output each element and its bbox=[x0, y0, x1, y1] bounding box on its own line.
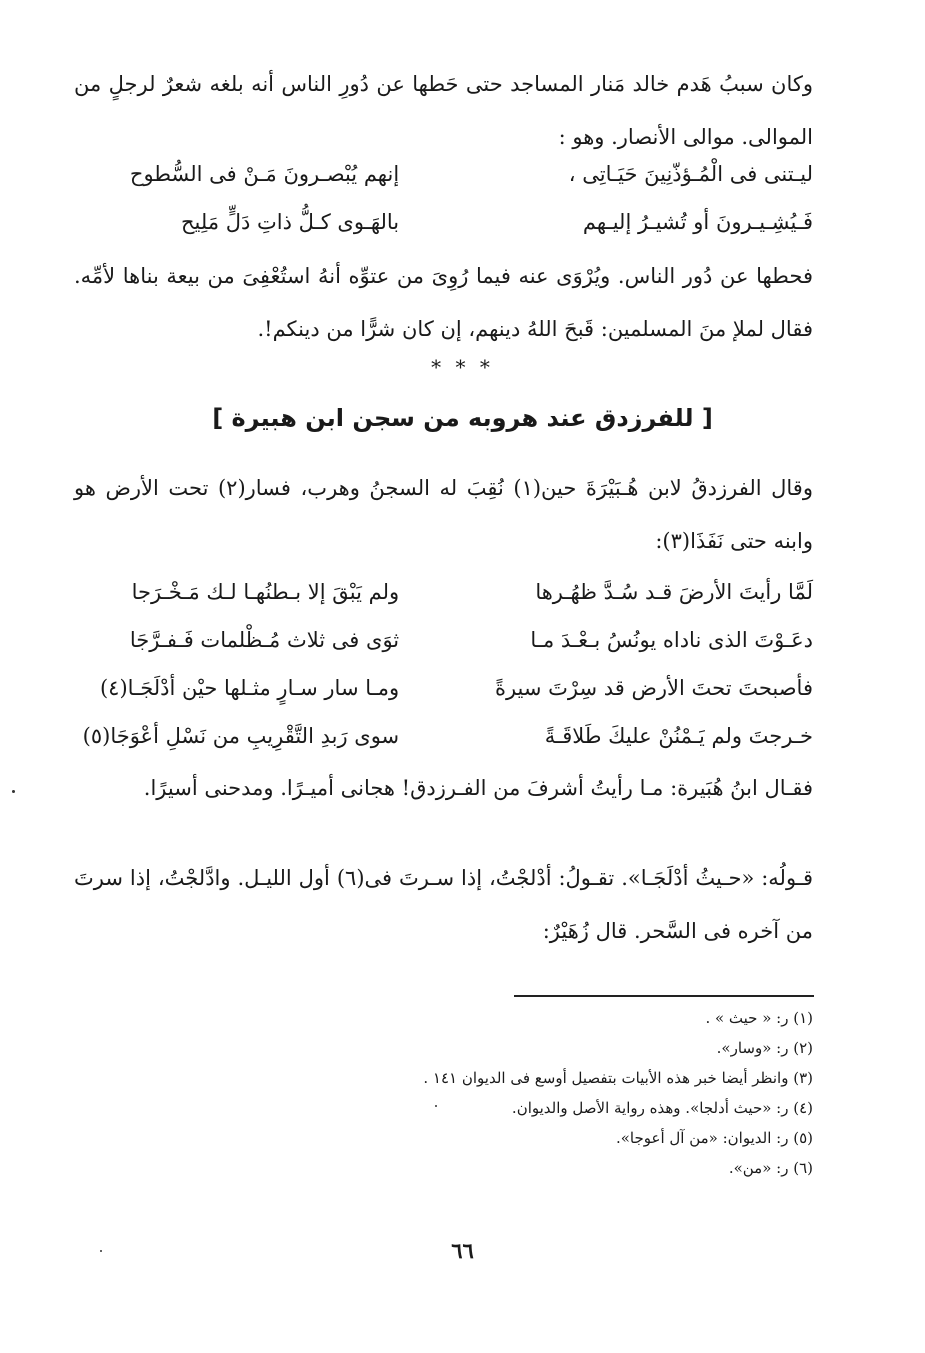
verse-hemistich-2: سوى رَبدِ التَّقْرِيبِ من نَسْلِ أعْوَجَا(٥) bbox=[82, 724, 400, 748]
section-divider-stars: * * * bbox=[431, 355, 494, 379]
verse-hemistich-2: بالهَـوى كـلُّ ذاتِ دَلٍّ مَلِيح bbox=[180, 210, 400, 234]
footnote-4: (٤) ر: «حيث أدلجا». وهذه رواية الأصل والديوان. bbox=[511, 1099, 813, 1117]
poem-1 bbox=[74, 150, 813, 246]
verse-hemistich-1: لَمَّا رأيتَ الأرضَ قـد سُـدَّ ظهُـرها bbox=[535, 580, 813, 604]
footnote-separator bbox=[514, 995, 814, 997]
page-number: ٦٦ bbox=[451, 1238, 474, 1263]
poem-1-verse-1 bbox=[74, 150, 813, 198]
paragraph-4-text: فقـال ابنُ هُبَيرة: مـا رأيتُ أشرفَ من الفـرزدق! هجانى أميـرًا. ومدحنى أسيرًا. bbox=[143, 776, 813, 800]
footnotes bbox=[300, 1003, 813, 1183]
intro-paragraph bbox=[74, 58, 813, 164]
verse-hemistich-2: إنهم يُبْصـرونَ مَـنْ فى السُّطوح bbox=[129, 162, 400, 186]
footnote-6: (٦) ر: «من». bbox=[728, 1159, 813, 1177]
scan-speck bbox=[12, 790, 15, 793]
footnote-5: (٥) ر: الديوان: «من آل أعوجا». bbox=[615, 1129, 813, 1147]
verse-hemistich-1: ليـتنى فى الْمُـؤذّنِينَ حَيَـاتِى ، bbox=[568, 162, 813, 186]
verse-hemistich-1: فَـيُشِـيـرونَ أو تُشيـرُ إليـهم bbox=[582, 210, 813, 234]
scan-speck bbox=[435, 1105, 437, 1107]
intro-text: وكان سببُ هَدم خالد مَنار المساجد حتى حَطها عن دُورِ الناس أنه بلغه شعرٌ لرجلٍ من الموالى. موالى الأنصار. وهو : bbox=[74, 72, 813, 149]
paragraph-3-text: وقال الفرزدقُ لابن هُـبَيْرَةَ حين(١) نُقِبَ له السجنُ وهرب، فسار(٢) تحت الأرض هو وابنه حتى نَفَذَا(٣): bbox=[74, 476, 813, 553]
poem-2-verse-3 bbox=[74, 664, 813, 712]
verse-hemistich-1: خـرجتَ ولم يَـمْنُنْ عليكَ طَلاقَـةً bbox=[544, 724, 813, 748]
paragraph-3 bbox=[74, 462, 813, 568]
verse-hemistich-2: ولم يَبْقَ إلا بـطنُهـا لـك مَـخْـرَجا bbox=[131, 580, 400, 604]
footnote-3: (٣) وانظر أيضا خبر هذه الأبيات بتفصيل أوسع فى الديوان ١٤١ . bbox=[423, 1069, 813, 1087]
footnote-1: (١) ر: « حيث » . bbox=[705, 1009, 813, 1027]
scan-speck bbox=[100, 1250, 102, 1252]
verse-hemistich-1: فأصبحتَ تحتَ الأرض قد سِرْتَ سيرةً bbox=[494, 676, 813, 700]
paragraph-2 bbox=[74, 250, 813, 356]
poem-2-verse-4 bbox=[74, 712, 813, 760]
poem-1-verse-2 bbox=[74, 198, 813, 246]
poem-2-verse-2 bbox=[74, 616, 813, 664]
footnote-2: (٢) ر: «وسار». bbox=[716, 1039, 813, 1057]
paragraph-5-text: قـولُه: «حـيثُ أدْلَجَـا». تقـولُ: أدْلجْتُ، إذا سـرتَ فى(٦) أول الليـل. وادَّلجْتُ، إذا سرتَ من آخره فى السَّحر. قال زُهَيْرٌ: bbox=[74, 866, 813, 943]
verse-hemistich-2: ثوَى فى ثلاث مُـظْلمات فَـفـرَّجَا bbox=[129, 628, 400, 652]
poem-2 bbox=[74, 568, 813, 760]
verse-hemistich-1: دعَـوْتَ الذى ناداه يونُسُ بـعْـدَ مـا bbox=[530, 628, 813, 652]
paragraph-5 bbox=[74, 852, 813, 958]
poem-2-verse-1 bbox=[74, 568, 813, 616]
section-heading: [ للفرزدق عند هروبه من سجن ابن هبيرة ] bbox=[212, 404, 713, 432]
verse-hemistich-2: ومـا سار سـارٍ مثـلها حيْن أدْلَجَـا(٤) bbox=[99, 676, 400, 700]
paragraph-2-text: فحطها عن دُور الناس. ويُرْوَى عنه فيما رُوِىَ من عتوِّه أنهُ استُعْفِىَ من بيعة بناها لأمِّه. فقال لملإ منَ المسلمين: قَبحَ اللهُ دينهم، إن كان شرًّا من دينكم!. bbox=[74, 264, 813, 341]
paragraph-4 bbox=[74, 762, 813, 815]
